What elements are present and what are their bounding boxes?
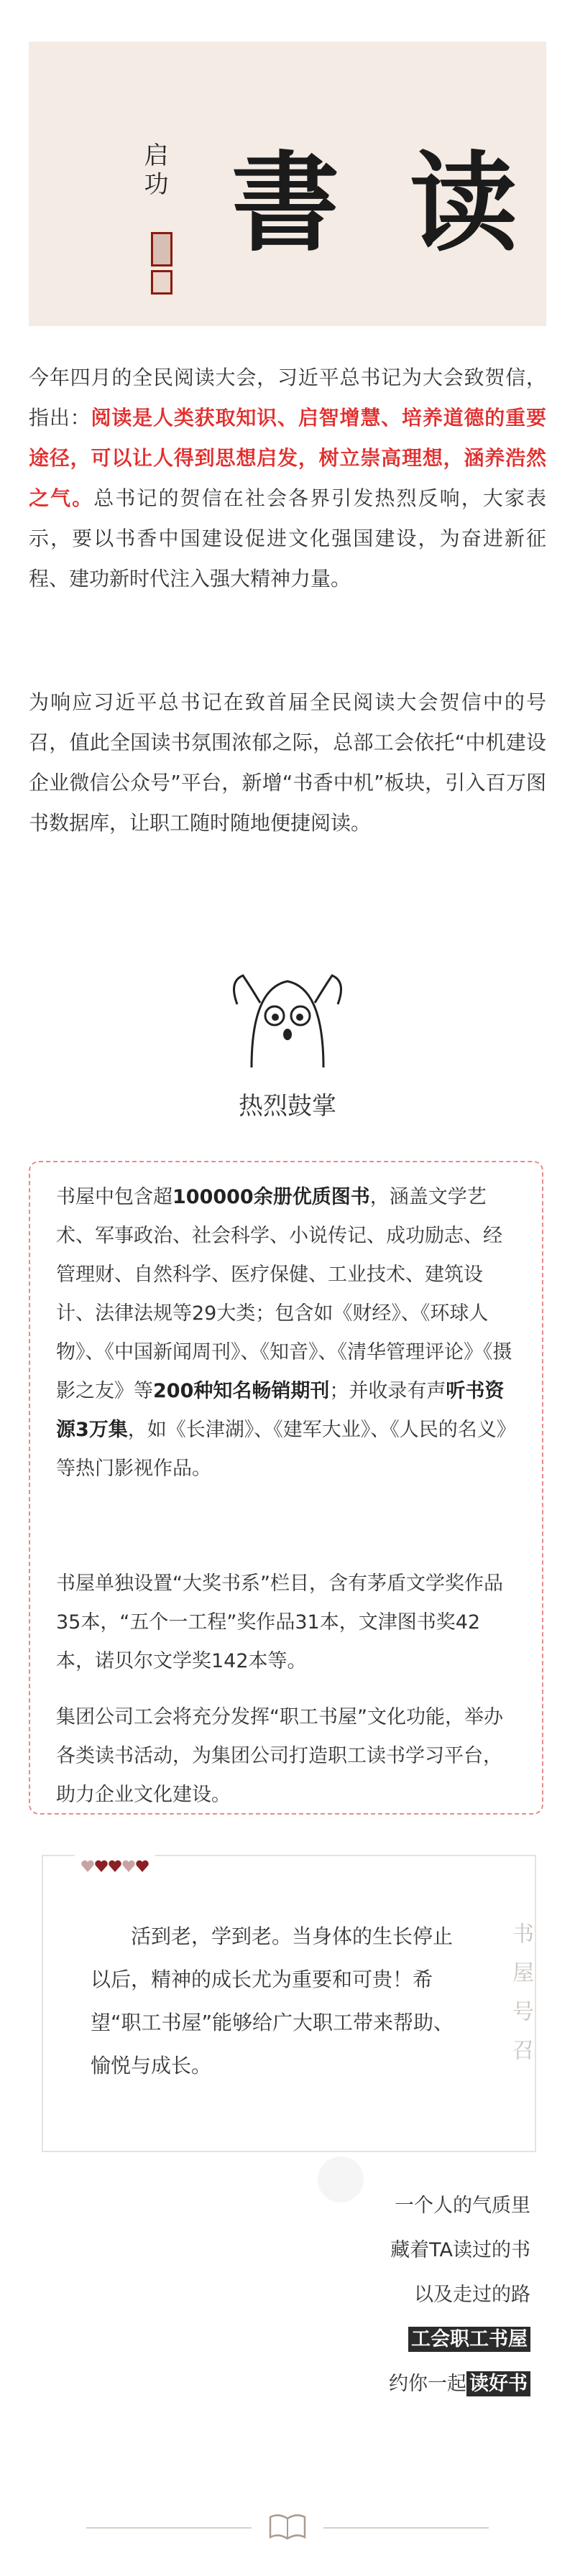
library-text-1: 书屋中包含超 (56, 1186, 172, 1208)
closing-line-3: 以及走过的路 (414, 2284, 530, 2306)
library-text-4: ，如《长津湖》、《建军大业》、《人民的名义》等热门影视作品。 (56, 1419, 516, 1480)
intro-quote-highlight: 阅读是人类获取知识、启智增慧、培养道德的重要途径，可以让人得到思想启发，树立崇高理想，涵养浩然之气。 (29, 406, 546, 510)
footer-divider-right (323, 2527, 489, 2529)
library-periodical-count: 200种知名畅销期刊 (153, 1380, 330, 1402)
heart-icon (108, 1859, 122, 1873)
library-book-count: 100000余册优质图书 (172, 1186, 370, 1208)
closing-line-1: 一个人的气质里 (395, 2195, 530, 2217)
mascot-caption: 热烈鼓掌 (239, 1092, 336, 1121)
closing-line-4 (408, 2323, 530, 2351)
union-library-highlight: 工会职工书屋 (408, 2327, 530, 2352)
call-to-action-box (42, 1855, 536, 2152)
decorative-circle (318, 2156, 364, 2202)
heart-icon (94, 1859, 109, 1873)
hero-calligraphy-banner (29, 42, 546, 326)
reading-quote: 活到老，学到老。当身体的生长停止以后，精神的成长尤为重要和可贵！希望“职工书屋”能够给广大职工带来帮助、愉悦与成长。 (91, 1924, 454, 2077)
heart-icon (135, 1859, 150, 1873)
intro-text-pre: 今年四月的全民阅读大会，习近平总书记为大会致贺信，指出： (29, 366, 546, 430)
heart-icon (80, 1859, 95, 1873)
calligraphy-char-shu: 書 (231, 140, 340, 267)
closing-line-5-text: 约你一起 (389, 2373, 466, 2395)
library-contents-paragraph (56, 1178, 516, 1488)
closing-line-5 (389, 2368, 530, 2396)
response-paragraph: 为响应习近平总书记在致首届全民阅读大会贺信中的号召，值此全国读书氛围浓郁之际，总部工会依托“中机建设企业微信公众号”平台，新增“书香中机”板块，引入百万图书数据库，让职工随时随地便捷阅读。 (29, 690, 546, 835)
side-title-vertical: 书屋号召 (508, 1922, 533, 2077)
award-series-paragraph: 书屋单独设置“大奖书系”栏目，含有茅盾文学奖作品35本，“五个一工程”奖作品31本，文津图书奖42本，诺贝尔文学奖142本等。 (56, 1572, 503, 1672)
library-info-box (29, 1161, 543, 1815)
open-book-icon (267, 2508, 308, 2543)
seal-stamp-small (151, 270, 172, 295)
heart-icon (121, 1859, 136, 1873)
calligraphy-char-du: 读 (410, 140, 518, 267)
closing-line-2: 藏着TA读过的书 (390, 2239, 530, 2261)
seal-stamp (151, 232, 172, 267)
intro-paragraph (29, 358, 546, 599)
library-text-2: ，涵盖文学艺术、军事政治、社会科学、小说传记、成功励志、经管理财、自然科学、医疗保健、工业技术、建筑设计、法律法规等29大类；包含如《财经》、《环球人物》、《中国新闻周刊》、《知音》、《清华管理评论》《摄影之友》等 (56, 1186, 512, 1402)
footer-divider-left (86, 2527, 252, 2529)
read-good-books-highlight: 读好书 (466, 2371, 530, 2396)
hearts-decoration (75, 1855, 155, 1879)
library-text-3: ；并收录有声 (329, 1380, 446, 1402)
union-plan-paragraph: 集团公司工会将充分发挥“职工书屋”文化功能，举办各类读书活动，为集团公司打造职工读书学习平台，助力企业文化建设。 (56, 1706, 503, 1806)
library-audio-count: 听书资源3万集 (56, 1380, 505, 1441)
clapping-ghost-illustration (223, 960, 352, 1082)
intro-text-post: 总书记的贺信在社会各界引发热烈反响，大家表示，要以书香中国建设促进文化强国建设，为奋进新征程、建功新时代注入强大精神力量。 (29, 486, 546, 590)
calligraphy-signature: 启功 (139, 142, 168, 200)
